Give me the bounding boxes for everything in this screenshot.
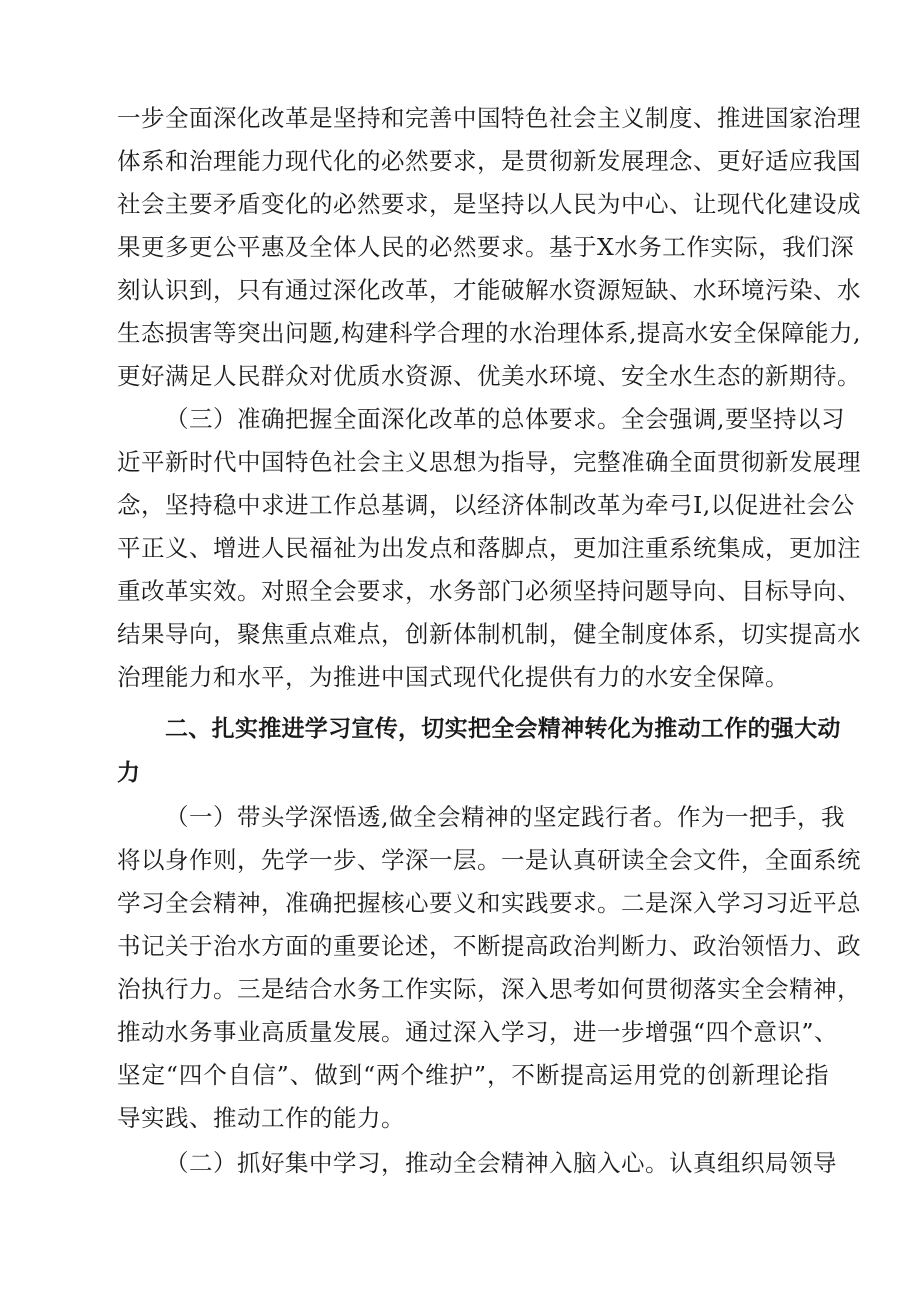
text-line: 刻认识到，只有通过深化改革，才能破解水资源短缺、水环境污染、水	[117, 276, 861, 304]
text-line: 将以身作则，先学一步、学深一层。一是认真研读全会文件，全面系统	[117, 846, 861, 874]
text-line: 体系和治理能力现代化的必然要求，是贯彻新发展理念、更好适应我国	[117, 147, 861, 175]
text-line: 社会主要矛盾变化的必然要求，是坚持以人民为中心、让现代化建设成	[117, 190, 861, 218]
text-line: 治理能力和水平，为推进中国式现代化提供有力的水安全保障。	[117, 663, 789, 691]
text-line: 平正义、增进人民福祉为出发点和落脚点，更加注重系统集成，更加注	[117, 534, 861, 562]
text-line: 更好满足人民群众对优质水资源、优美水环境、安全水生态的新期待。	[117, 362, 861, 390]
text-line: 念，坚持稳中求进工作总基调，以经济体制改革为牵弓I,以促进社会公	[117, 491, 855, 519]
text-line: 治执行力。三是结合水务工作实际，深入思考如何贯彻落实全会精神，	[117, 975, 861, 1003]
text-line: 推动水务事业高质量发展。通过深入学习，进一步增强“四个意识”、	[117, 1018, 839, 1046]
text-line: 学习全会精神，准确把握核心要义和实践要求。二是深入学习习近平总	[117, 889, 861, 917]
text-line: 导实践、推动工作的能力。	[117, 1104, 405, 1132]
heading-line: 二、扎实推进学习宣传，切实把全会精神转化为推动工作的强大动	[165, 716, 841, 742]
text-line: （一）带头学深悟透,做全会精神的坚定践行者。作为一把手，我	[165, 803, 845, 831]
text-line: 一步全面深化改革是坚持和完善中国特色社会主义制度、推进国家治理	[117, 104, 861, 132]
text-line: （三）准确把握全面深化改革的总体要求。全会强调,要坚持以习	[165, 405, 845, 433]
text-line: 重改革实效。对照全会要求，水务部门必须坚持问题导向、目标导向、	[117, 577, 861, 605]
text-line: 果更多更公平惠及全体人民的必然要求。基于X水务工作实际，我们深	[117, 233, 855, 261]
text-line: （二）抓好集中学习，推动全会精神入脑入心。认真组织局领导	[165, 1149, 837, 1177]
text-line: 结果导向，聚焦重点难点，创新体制机制，健全制度体系，切实提高水	[117, 620, 861, 648]
text-line: 书记关于治水方面的重要论述，不断提高政治判断力、政治领悟力、政	[117, 932, 861, 960]
text-line: 生态损害等突出问题,构建科学合理的水治理体系,提高水安全保障能力,	[117, 319, 861, 347]
text-line: 坚定“四个自信”、做到“两个维护”，不断提高运用党的创新理论指	[117, 1061, 829, 1089]
text-line: 近平新时代中国特色社会主义思想为指导，完整准确全面贯彻新发展理	[117, 448, 861, 476]
heading-line: 力	[117, 760, 141, 786]
